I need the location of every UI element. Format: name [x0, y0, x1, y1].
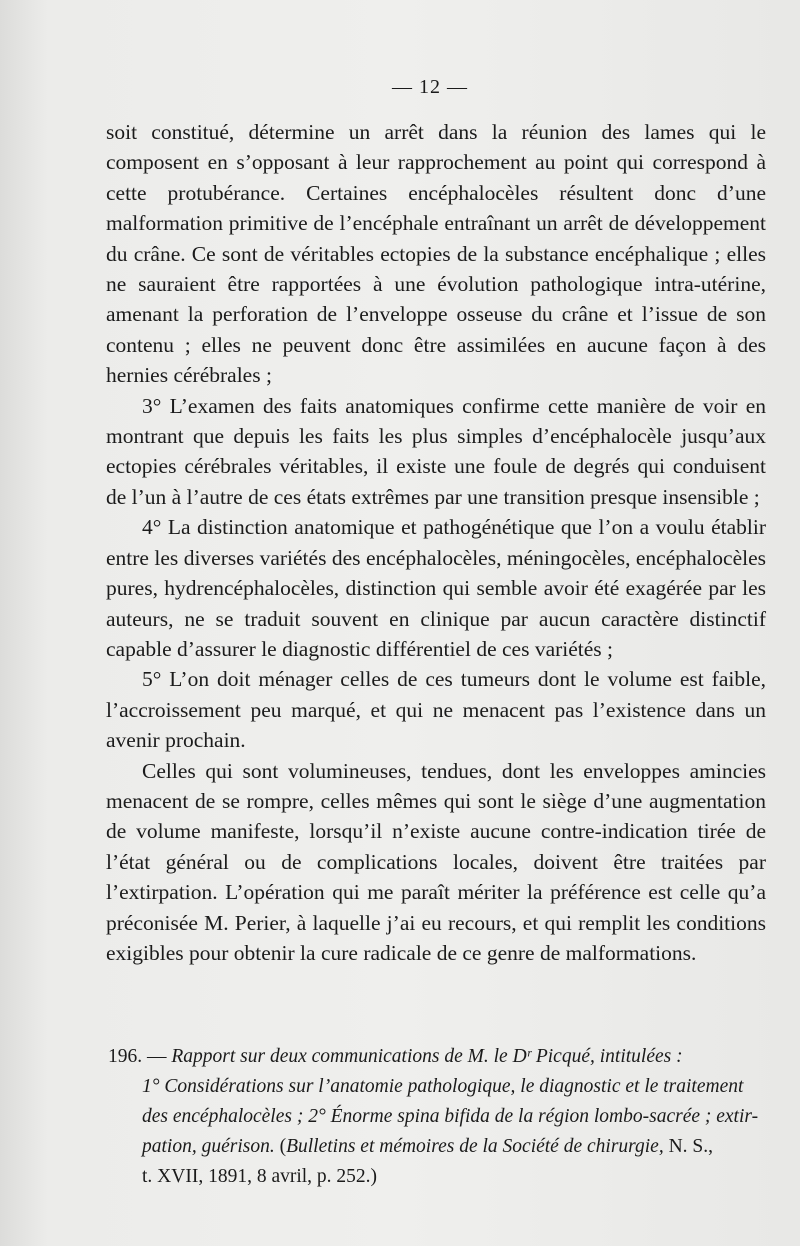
body-text: [106, 117, 766, 968]
note-plain-b: N. S.,: [663, 1136, 714, 1157]
paragraph-3: 4° La distinction anatomique et pathogénétique que l’on a voulu établir entre les diverses variétés des encéphalocèles, méningocèles, encéphalocèles pures, hydrencéphalocèles, distinction qui semble avoir été exagérée par les auteurs, ne se traduit souvent en clinique par aucun caractère distinctif capable d’assurer le diagnostic différentiel de ces variétés ;: [106, 515, 766, 661]
note-title: Rapport sur deux communications de M. le Dʳ Picqué, intitulées :: [171, 1046, 683, 1067]
note-plain-a: (: [274, 1136, 287, 1157]
note-line-5: t. XVII, 1891, 8 avril, p. 252.): [142, 1166, 378, 1187]
note-italic-a: pation, guérison.: [142, 1136, 275, 1157]
note-journal: Bulletins et mémoires de la Société de chirurgie,: [286, 1136, 664, 1157]
note-line-2: 1° Considérations sur l’anatomie pathologique, le diagnostic et le traitement: [142, 1076, 744, 1097]
paragraph-5: Celles qui sont volumineuses, tendues, dont les enveloppes amincies menacent de se rompre, celles mêmes qui sont le siège d’une augmentation de volume manifeste, lorsqu’il n’existe aucune contre-indication tirée de l’état général ou de complications locales, doivent être traitées par l’extirpation. L’opération qui me paraît mériter la préférence est celle qu’a préconisée M. Perier, à laquelle j’ai eu recours, et qui remplit les conditions exigibles pour obtenir la cure radicale de ce genre de malformations.: [106, 758, 766, 965]
note-number: 196. —: [108, 1046, 172, 1067]
paragraph-4: 5° L’on doit ménager celles de ces tumeurs dont le volume est faible, l’accroissement peu marqué, et qui ne menacent pas l’existence dans un avenir prochain.: [106, 667, 766, 753]
note-line-4: [108, 1132, 768, 1162]
bibliographic-note: [108, 1042, 768, 1192]
note-line-3: des encéphalocèles ; 2° Énorme spina bifida de la région lombo-sacrée ; extir-: [142, 1106, 759, 1127]
page-number: — 12 —: [392, 76, 468, 98]
note-line-1: [108, 1042, 768, 1072]
paragraph-2: 3° L’examen des faits anatomiques confirme cette manière de voir en montrant que depuis les faits les plus simples d’encéphalocèle jusqu’aux ectopies cérébrales véritables, il existe une foule de degrés qui conduisent de l’un à l’autre de ces états extrêmes par une transition presque insensible ;: [106, 393, 766, 509]
paragraph-1: soit constitué, détermine un arrêt dans la réunion des lames qui le composent en s’opposant à leur rapprochement au point qui correspond à cette protubérance. Certaines encéphalocèles résultent donc d’une malformation primitive de l’encéphale entraînant un arrêt de développement du crâne. Ce sont de véritables ectopies de la substance encéphalique ; elles ne sauraient être rapportées à une évolution pathologique intra-utérine, amenant la perforation de l’enveloppe osseuse du crâne et l’issue de son contenu ; elles ne peuvent donc être assimilées en aucune façon à des hernies cérébrales ;: [106, 120, 766, 388]
